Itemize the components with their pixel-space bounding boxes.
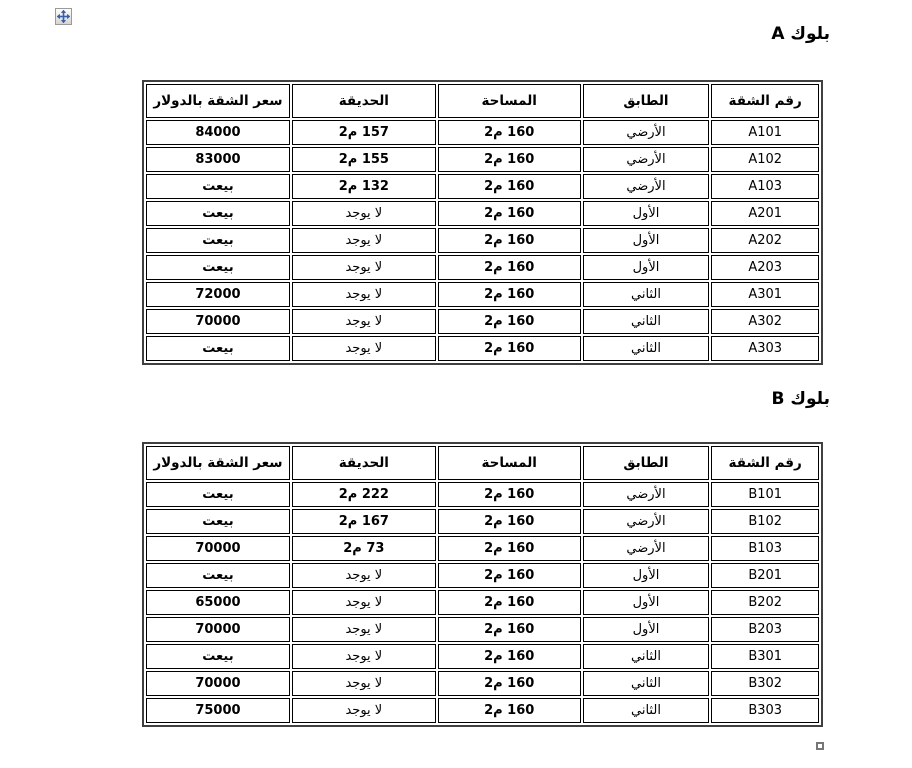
cell-apartment-number: B203 — [711, 617, 819, 642]
cell-floor: الأول — [583, 201, 710, 226]
cell-floor: الأرضي — [583, 509, 710, 534]
cell-area: 160 م2 — [438, 617, 581, 642]
cell-apartment-number: B202 — [711, 590, 819, 615]
table-row — [146, 482, 819, 507]
table-row — [146, 309, 819, 334]
cell-apartment-number: B302 — [711, 671, 819, 696]
cell-apartment-number: A101 — [711, 120, 819, 145]
cell-price: 70000 — [146, 536, 290, 561]
cell-area: 160 م2 — [438, 536, 581, 561]
cell-price: بيعت — [146, 201, 290, 226]
cell-price: بيعت — [146, 255, 290, 280]
table-row — [146, 590, 819, 615]
cell-garden: لا يوجد — [292, 309, 436, 334]
cell-price: بيعت — [146, 482, 290, 507]
table-row — [146, 563, 819, 588]
cell-area: 160 م2 — [438, 282, 581, 307]
table-row — [146, 120, 819, 145]
header-cell-area: المساحة — [438, 446, 581, 480]
cell-garden: 73 م2 — [292, 536, 436, 561]
cell-apartment-number: A203 — [711, 255, 819, 280]
cell-price: 75000 — [146, 698, 290, 723]
cell-apartment-number: A301 — [711, 282, 819, 307]
cell-floor: الأول — [583, 617, 710, 642]
table-row — [146, 698, 819, 723]
block-a-table-header — [146, 84, 819, 118]
cell-apartment-number: A302 — [711, 309, 819, 334]
cell-floor: الثاني — [583, 698, 710, 723]
cell-apartment-number: A103 — [711, 174, 819, 199]
cell-area: 160 م2 — [438, 228, 581, 253]
cell-price: 70000 — [146, 671, 290, 696]
cell-price: بيعت — [146, 228, 290, 253]
cell-apartment-number: B101 — [711, 482, 819, 507]
header-cell-garden: الحديقة — [292, 446, 436, 480]
table-row — [146, 336, 819, 361]
cell-area: 160 م2 — [438, 482, 581, 507]
cell-price: بيعت — [146, 509, 290, 534]
cell-garden: لا يوجد — [292, 336, 436, 361]
cell-garden: لا يوجد — [292, 201, 436, 226]
cell-area: 160 م2 — [438, 309, 581, 334]
header-cell-floor: الطابق — [583, 446, 710, 480]
cell-apartment-number: B103 — [711, 536, 819, 561]
cell-area: 160 م2 — [438, 590, 581, 615]
cell-garden: لا يوجد — [292, 228, 436, 253]
block-b-table — [142, 442, 823, 727]
cell-price: بيعت — [146, 644, 290, 669]
block-a-title: بلوك A — [771, 24, 830, 44]
cell-apartment-number: B102 — [711, 509, 819, 534]
cell-apartment-number: A201 — [711, 201, 819, 226]
cell-floor: الأرضي — [583, 536, 710, 561]
move-cross-icon — [57, 10, 70, 23]
cell-floor: الثاني — [583, 282, 710, 307]
table-row — [146, 147, 819, 172]
cell-floor: الأرضي — [583, 482, 710, 507]
cell-garden: لا يوجد — [292, 282, 436, 307]
cell-apartment-number: A303 — [711, 336, 819, 361]
table-row — [146, 671, 819, 696]
cell-garden: 155 م2 — [292, 147, 436, 172]
table-row — [146, 509, 819, 534]
table-row — [146, 255, 819, 280]
table-row — [146, 617, 819, 642]
cell-area: 160 م2 — [438, 644, 581, 669]
cell-area: 160 م2 — [438, 563, 581, 588]
cell-price: 65000 — [146, 590, 290, 615]
cell-price: 84000 — [146, 120, 290, 145]
table-row — [146, 228, 819, 253]
cell-floor: الأول — [583, 255, 710, 280]
cell-price: بيعت — [146, 174, 290, 199]
cell-garden: 222 م2 — [292, 482, 436, 507]
cell-apartment-number: B303 — [711, 698, 819, 723]
cell-apartment-number: B301 — [711, 644, 819, 669]
cell-floor: الأرضي — [583, 147, 710, 172]
table-resize-handle[interactable] — [816, 742, 824, 750]
cell-price: بيعت — [146, 336, 290, 361]
cell-floor: الثاني — [583, 671, 710, 696]
cell-floor: الثاني — [583, 336, 710, 361]
block-a-table — [142, 80, 823, 365]
cell-garden: 167 م2 — [292, 509, 436, 534]
header-cell-price: سعر الشقة بالدولار — [146, 446, 290, 480]
cell-price: 70000 — [146, 617, 290, 642]
header-cell-price: سعر الشقة بالدولار — [146, 84, 290, 118]
cell-area: 160 م2 — [438, 147, 581, 172]
cell-area: 160 م2 — [438, 201, 581, 226]
block-b-title: بلوك B — [771, 389, 830, 409]
cell-area: 160 م2 — [438, 174, 581, 199]
cell-floor: الثاني — [583, 309, 710, 334]
header-row — [146, 446, 819, 480]
cell-garden: لا يوجد — [292, 617, 436, 642]
cell-area: 160 م2 — [438, 336, 581, 361]
cell-floor: الثاني — [583, 644, 710, 669]
cell-price: بيعت — [146, 563, 290, 588]
cell-garden: لا يوجد — [292, 698, 436, 723]
cell-floor: الأرضي — [583, 174, 710, 199]
cell-garden: لا يوجد — [292, 255, 436, 280]
table-row — [146, 644, 819, 669]
cell-floor: الأول — [583, 590, 710, 615]
cell-floor: الأرضي — [583, 120, 710, 145]
cell-apartment-number: B201 — [711, 563, 819, 588]
table-row — [146, 536, 819, 561]
cell-apartment-number: A202 — [711, 228, 819, 253]
table-row — [146, 201, 819, 226]
header-cell-area: المساحة — [438, 84, 581, 118]
header-row — [146, 84, 819, 118]
header-cell-apartment-number: رقم الشقة — [711, 84, 819, 118]
header-cell-floor: الطابق — [583, 84, 710, 118]
cell-garden: 157 م2 — [292, 120, 436, 145]
cell-price: 70000 — [146, 309, 290, 334]
cell-floor: الأول — [583, 563, 710, 588]
cell-garden: لا يوجد — [292, 644, 436, 669]
header-cell-apartment-number: رقم الشقة — [711, 446, 819, 480]
table-row — [146, 174, 819, 199]
cell-garden: 132 م2 — [292, 174, 436, 199]
cell-floor: الأول — [583, 228, 710, 253]
table-move-handle[interactable] — [55, 8, 72, 25]
table-row — [146, 282, 819, 307]
cell-area: 160 م2 — [438, 509, 581, 534]
cell-garden: لا يوجد — [292, 590, 436, 615]
cell-area: 160 م2 — [438, 698, 581, 723]
cell-price: 72000 — [146, 282, 290, 307]
cell-area: 160 م2 — [438, 120, 581, 145]
cell-price: 83000 — [146, 147, 290, 172]
cell-area: 160 م2 — [438, 255, 581, 280]
cell-garden: لا يوجد — [292, 671, 436, 696]
header-cell-garden: الحديقة — [292, 84, 436, 118]
block-a-table-body — [146, 120, 819, 361]
cell-apartment-number: A102 — [711, 147, 819, 172]
block-b-table-header — [146, 446, 819, 480]
cell-area: 160 م2 — [438, 671, 581, 696]
cell-garden: لا يوجد — [292, 563, 436, 588]
block-b-table-body — [146, 482, 819, 723]
